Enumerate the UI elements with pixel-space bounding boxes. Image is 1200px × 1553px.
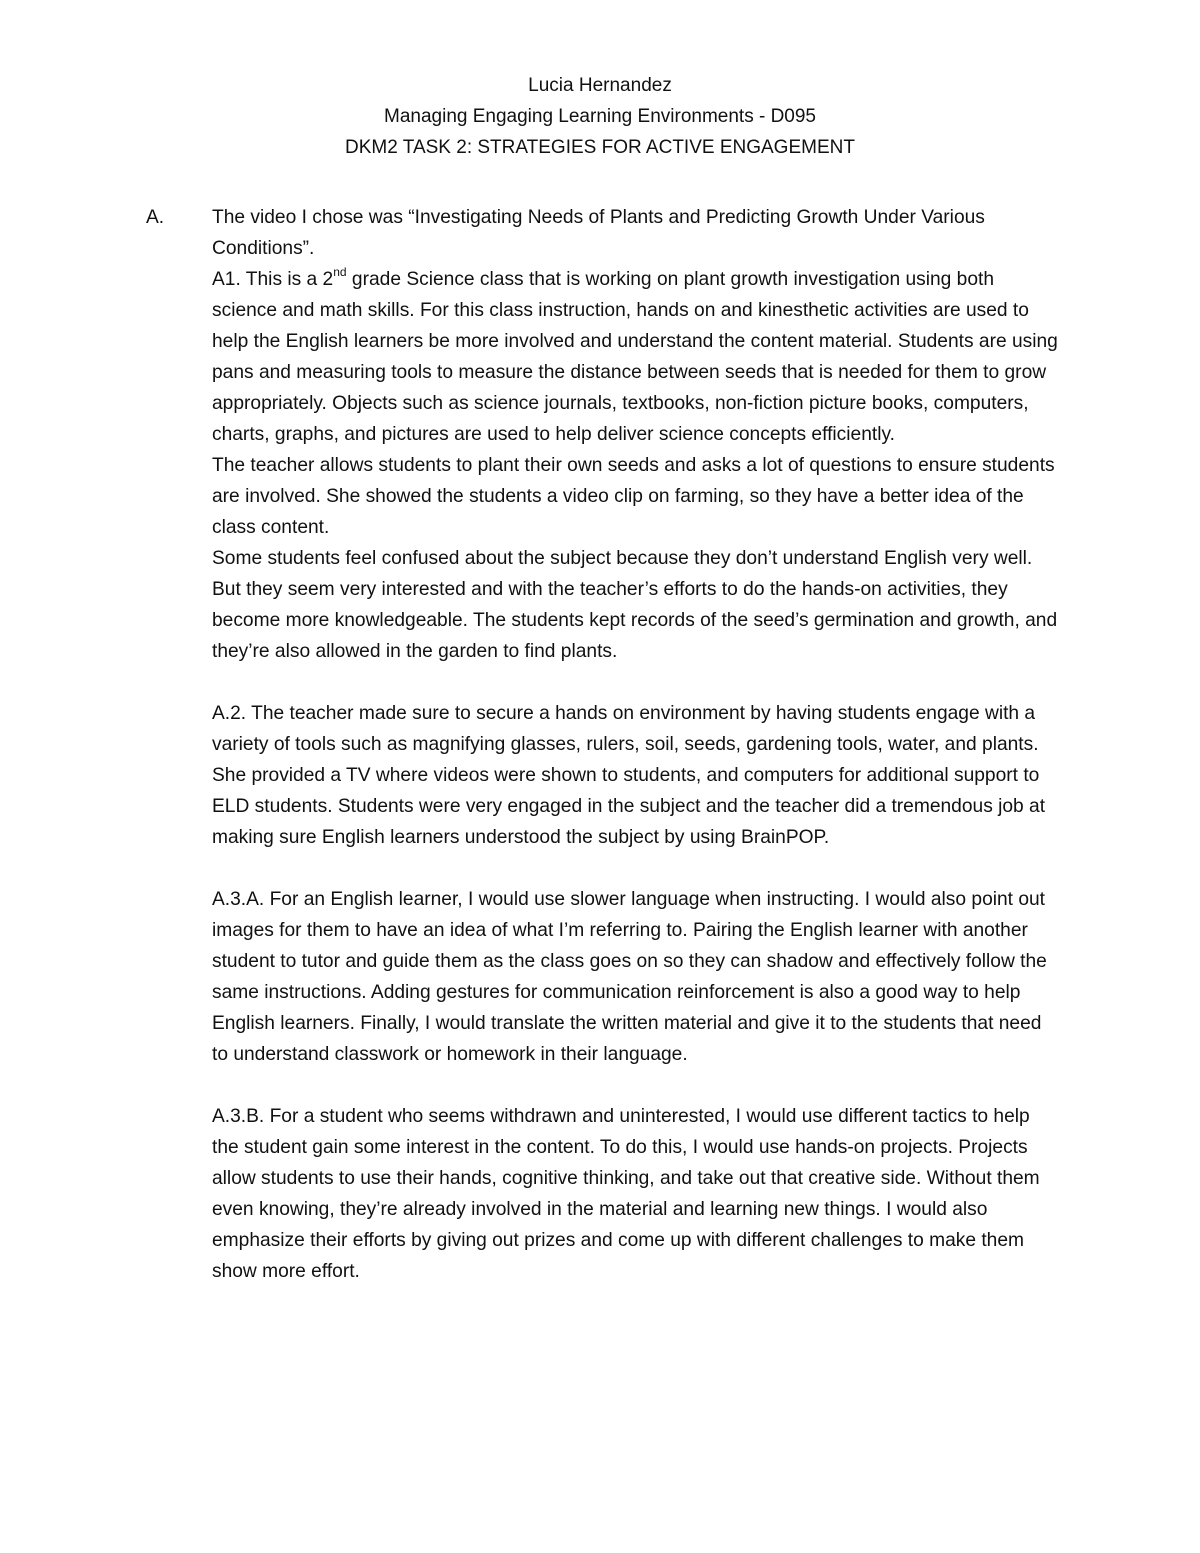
a1-start: A1. This is a 2 [212, 269, 334, 290]
section-a-intro: The video I chose was “Investigating Needs of Plants and Predicting Growth Under Various Conditions”. [212, 207, 985, 259]
a1-rest: grade Science class that is working on plant growth investigation using both science and math skills. For this class instruction, hands on and kinesthetic activities are used to help the English learners be more involved and understand the content material. Students are using pans and measuring tools to measure the distance between seeds that is needed for them to grow appropriately. Objects such as science journals, textbooks, non-fiction picture books, computers, charts, graphs, and pictures are used to help deliver science concepts efficiently. [212, 269, 1058, 445]
document-header [0, 70, 1200, 163]
paragraph-a1 [212, 264, 1061, 450]
section-a [146, 202, 1061, 1287]
paragraph-a3a: A.3.A. For an English learner, I would use slower language when instructing. I would also point out images for them to have an idea of what I’m referring to. Pairing the English learner with another student to tutor and guide them as the class goes on so they can shadow and effectively follow the same instructions. Adding gestures for communication reinforcement is also a good way to help English learners. Finally, I would translate the written material and give it to the students that need to understand classwork or homework in their language. [212, 889, 1047, 1065]
paragraph-a1-teacher: The teacher allows students to plant their own seeds and asks a lot of questions to ensure students are involved. She showed the students a video clip on farming, so they have a better idea of the class content. [212, 455, 1055, 538]
document-body [146, 202, 1061, 1287]
paragraph-a2: A.2. The teacher made sure to secure a hands on environment by having students engage with a variety of tools such as magnifying glasses, rulers, soil, seeds, gardening tools, water, and plants. She provided a TV where videos were shown to students, and computers for additional support to ELD students. Students were very engaged in the subject and the teacher did a tremendous job at making sure English learners understood the subject by using BrainPOP. [212, 703, 1046, 848]
author-name: Lucia Hernandez [528, 75, 672, 96]
paragraph-a1-students: Some students feel confused about the subject because they don’t understand English very well. But they seem very interested and with the teacher’s efforts to do the hands-on activities, they become more knowledgeable. The students kept records of the seed’s germination and growth, and they’re also allowed in the garden to find plants. [212, 548, 1058, 662]
section-a-marker: A. [146, 207, 165, 228]
a1-ordinal-suffix: nd [333, 264, 347, 279]
paragraph-a3b: A.3.B. For a student who seems withdrawn and uninterested, I would use different tactics to help the student gain some interest in the content. To do this, I would use hands-on projects. Projects allow students to use their hands, cognitive thinking, and take out that creative side. Without them even knowing, they’re already involved in the material and learning new things. I would also emphasize their efforts by giving out prizes and come up with different challenges to make them show more effort. [212, 1106, 1040, 1282]
task-title: DKM2 TASK 2: STRATEGIES FOR ACTIVE ENGAGEMENT [345, 137, 855, 158]
course-title: Managing Engaging Learning Environments - D095 [384, 106, 816, 127]
